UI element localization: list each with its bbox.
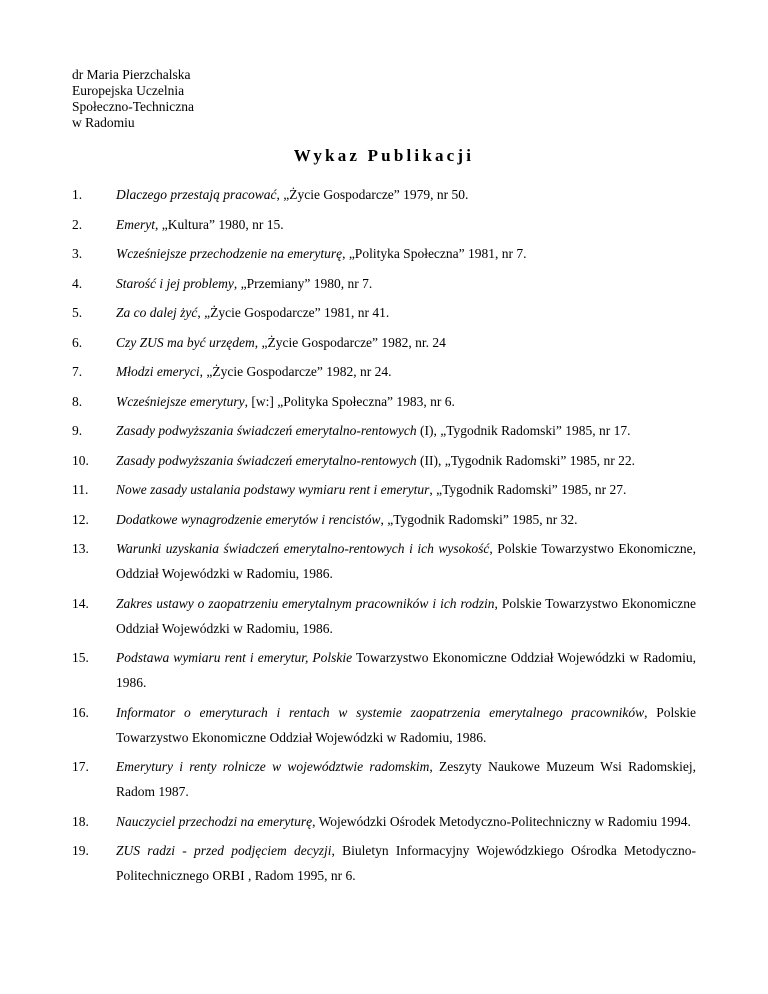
publication-title: Zasady podwyższania świadczeń emerytalno-rentowych [116,423,417,438]
publication-details: , [w:] „Polityka Społeczna” 1983, nr 6. [244,393,455,409]
publication-details: , „Życie Gospodarcze” 1981, nr 41. [197,305,390,320]
publication-details: , Zeszyty Naukowe Muzeum Wsi Radomskiej, Radom 1987. [116,759,697,799]
publication-details: (I), „Tygodnik Radomski” 1985, nr 17. [416,423,631,438]
publication-details: , „Polityka Społeczna” 1981, nr 7. [342,246,527,261]
list-item [72,182,696,207]
item-number: 18. [72,813,89,829]
publication-details: , Polskie Towarzystwo Ekonomiczne, Oddział Wojewódzki w Radomiu, 1986. [116,541,696,581]
publication-details: , „Życie Gospodarcze” 1982, nr 24. [199,364,392,379]
list-item [72,241,696,266]
list-item [72,359,696,384]
publication-title: Zakres ustawy o zaopatrzeniu emerytalnym pracowników i ich rodzin [116,595,495,611]
publication-title: Dodatkowe wynagrodzenie emerytów i rencistów [116,511,381,527]
item-number: 8. [72,393,83,409]
item-number: 17. [72,759,89,774]
publication-details: , Polskie Towarzystwo Ekonomiczne Oddział Wojewódzki w Radomiu, 1986. [116,595,696,636]
affiliation-line-1: Europejska Uczelnia [72,83,185,98]
publication-title: Emeryt [116,216,155,232]
item-number: 4. [72,275,83,291]
publication-details: , „Życie Gospodarcze” 1979, nr 50. [276,187,469,202]
list-item [72,271,696,296]
publication-details: , Polskie Towarzystwo Ekonomiczne Oddział Wojewódzki w Radomiu, 1986. [116,704,696,745]
list-item [72,838,696,888]
publication-title: Podstawa wymiaru rent i emerytur, Polskie [116,650,353,665]
publication-details: , „Kultura” 1980, nr 15. [154,216,284,232]
affiliation-line-3: w Radomiu [72,115,135,130]
publication-details: , „Życie Gospodarcze” 1982, nr. 24 [254,334,446,350]
list-item [72,645,696,695]
publication-details: Towarzystwo Ekonomiczne Oddział Wojewódzki w Radomiu, 1986. [116,650,696,690]
publication-details: , „Tygodnik Radomski” 1985, nr 27. [429,482,627,497]
item-number: 13. [72,541,89,556]
publication-title: Nowe zasady ustalania podstawy wymiaru rent i emerytur [116,482,430,497]
publication-title: Czy ZUS ma być urzędem [116,334,255,350]
list-item [72,477,696,502]
publication-details: , „Tygodnik Radomski” 1985, nr 32. [380,511,578,527]
publication-details: , Wojewódzki Ośrodek Metodyczno-Politechniczny w Radomiu 1994. [312,813,691,829]
item-number: 9. [72,423,83,438]
publication-details: , „Przemiany” 1980, nr 7. [233,275,373,291]
list-item [72,300,696,325]
publication-title: Starość i jej problemy [116,275,234,291]
list-item [72,448,696,473]
list-item [72,418,696,443]
item-number: 19. [72,843,89,858]
list-item [72,591,696,641]
item-number: 12. [72,511,89,527]
item-number: 1. [72,187,83,202]
publication-title: Młodzi emeryci [116,364,200,379]
publication-title: Dlaczego przestają pracować [116,187,277,202]
item-number: 11. [72,482,89,497]
affiliation-line-2: Społeczno-Techniczna [72,99,194,114]
author-name: dr Maria Pierzchalska [72,67,191,82]
list-item [72,536,696,586]
publication-details: (II), „Tygodnik Radomski” 1985, nr 22. [416,452,635,468]
publication-list [72,182,696,893]
publication-title: ZUS radzi - przed podjęciem decyzji [116,843,332,858]
item-number: 3. [72,246,83,261]
list-item [72,389,696,414]
item-number: 6. [72,334,83,350]
item-number: 10. [72,452,89,468]
publication-title: Nauczyciel przechodzi na emeryturę [116,813,313,829]
item-number: 2. [72,216,83,232]
list-item [72,700,696,750]
list-item [72,212,696,237]
publication-title: Warunki uzyskania świadczeń emerytalno-rentowych i ich wysokość [116,541,490,556]
publication-title: Wcześniejsze emerytury [116,393,245,409]
author-header [72,67,194,131]
item-number: 15. [72,650,89,665]
publication-title: Za co dalej żyć [116,305,198,320]
list-item [72,754,696,804]
list-item [72,507,696,532]
publication-title: Zasady podwyższania świadczeń emerytalno-rentowych [116,452,417,468]
publication-title: Informator o emeryturach i rentach w systemie zaopatrzenia emerytalnego pracowników [116,704,645,720]
item-number: 5. [72,305,83,320]
publication-details: , Biuletyn Informacyjny Wojewódzkiego Ośrodka Metodyczno- Politechnicznego ORBI , Radom 1995, nr 6. [116,843,696,883]
list-item [72,330,696,355]
publication-title: Emerytury i renty rolnicze w województwie radomskim [116,759,430,774]
item-number: 16. [72,704,89,720]
page-title: Wykaz Publikacji [293,146,475,165]
item-number: 7. [72,364,83,379]
item-number: 14. [72,595,89,611]
publication-title: Wcześniejsze przechodzenie na emeryturę [116,246,343,261]
list-item [72,809,696,834]
